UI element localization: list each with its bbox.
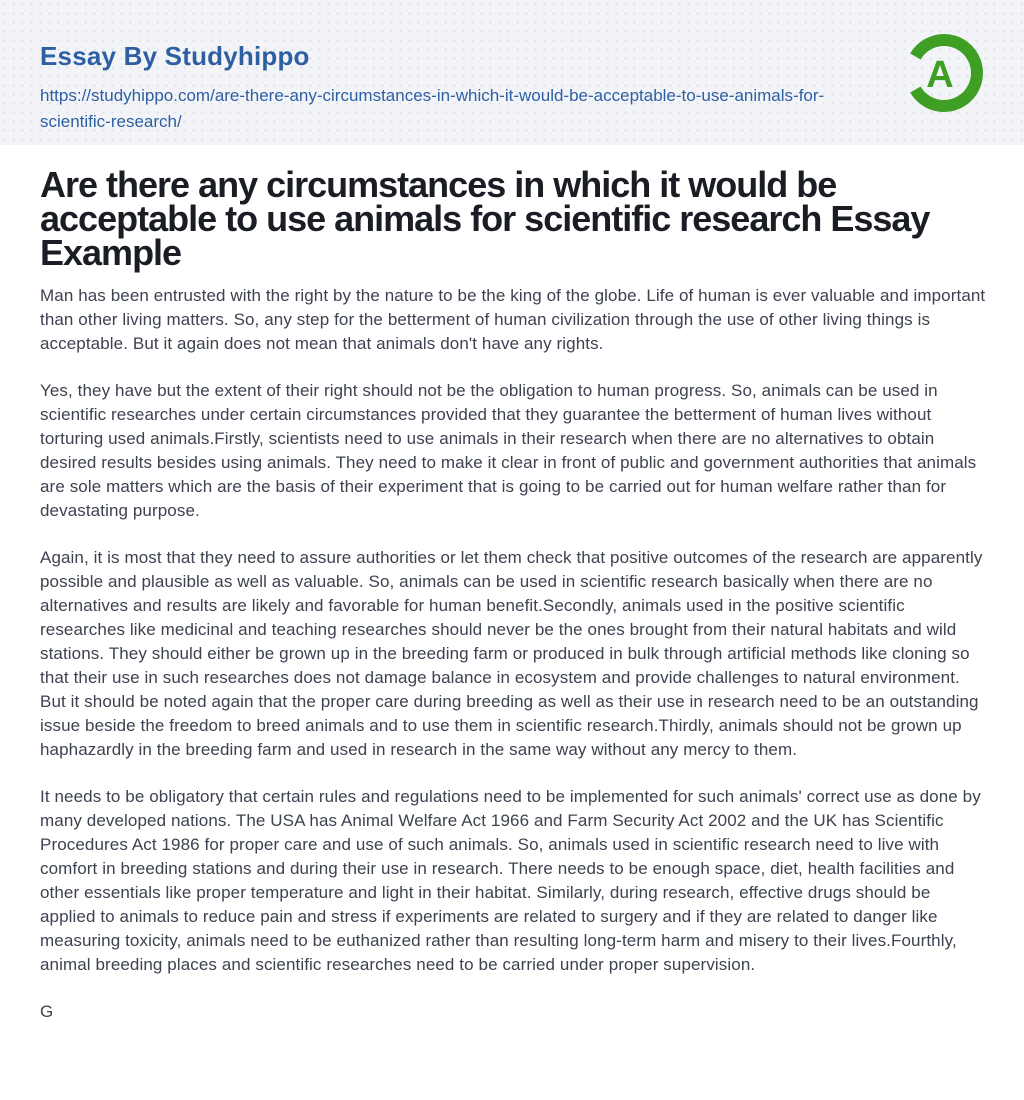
essay-content: [0, 145, 1024, 1024]
essay-paragraph-2: Yes, they have but the extent of their right should not be the obligation to human progress. So, animals can be used in scientific researches under certain circumstances provided that they guarantee the betterment of human lives without torturing used animals.Firstly, scientists need to use animals in their research when there are no alternatives to obtain desired results besides using animals. They need to make it clear in front of public and government authorities that animals are sole matters which are the basis of their experiment that is going to be carried out for human welfare rather than for devastating purpose.: [40, 381, 977, 520]
site-title: Essay By Studyhippo: [40, 41, 310, 71]
essay-paragraph-4: It needs to be obligatory that certain rules and regulations need to be implemented for such animals' correct use as done by many developed nations. The USA has Animal Welfare Act 1966 and Farm Security Act 2002 and the UK has Scientific Procedures Act 1986 for proper care and use of such animals. So, animals used in scientific research need to live with comfort in breeding stations and during their use in research. There needs to be enough space, diet, health facilities and other essentials like proper temperature and light in their habitat. Similarly, during research, effective drugs should be applied to animals to reduce pain and stress if experiments are related to surgery and if they are related to danger like measuring toxicity, animals need to be euthanized rather than resulting long-term harm and misery to their lives.Fourthly, animal breeding places and scientific researches need to be carried under proper supervision.: [40, 787, 981, 974]
essay-paragraph-3: Again, it is most that they need to assure authorities or let them check that positive outcomes of the research are apparently possible and plausible as well as valuable. So, animals can be used in scientific research basically when there are no alternatives and results are likely and favorable for human benefit.Secondly, animals used in the positive scientific researches like medicinal and teaching researches should never be the ones brought from their natural habitats and wild stations. They should either be grown up in the breeding farm or produced in bulk through artificial methods like cloning so that their use in such researches does not damage balance in ecosystem and provide challenges to natural environment. But it should be noted again that the proper care during breeding as well as their use in research need to be an outstanding issue beside the freedom to breed animals and to use them in scientific research.Thirdly, animals should not be grown up haphazardly in the breeding farm and used in research in the same way without any mercy to them.: [40, 548, 983, 759]
essay-paragraph-1: Man has been entrusted with the right by the nature to be the king of the globe. Life of human is ever valuable and important than other living matters. So, any step for the betterment of human civilization through the use of other living things is acceptable. But it again does not mean that animals don't have any rights.: [40, 286, 986, 353]
essay-paragraph-5-truncated: G: [40, 1002, 54, 1021]
header-text-block: [0, 0, 1024, 135]
logo-letter: A: [926, 54, 954, 96]
studyhippo-logo-icon: [898, 27, 990, 119]
essay-url-link[interactable]: https://studyhippo.com/are-there-any-circumstances-in-which-it-would-be-acceptable-to-use-animals-for-scientific-research/: [40, 86, 825, 131]
article-title: Are there any circumstances in which it would be acceptable to use animals for scientific research Essay Example: [40, 164, 930, 273]
essay-body: [40, 284, 990, 1024]
page-header: [0, 0, 1024, 145]
